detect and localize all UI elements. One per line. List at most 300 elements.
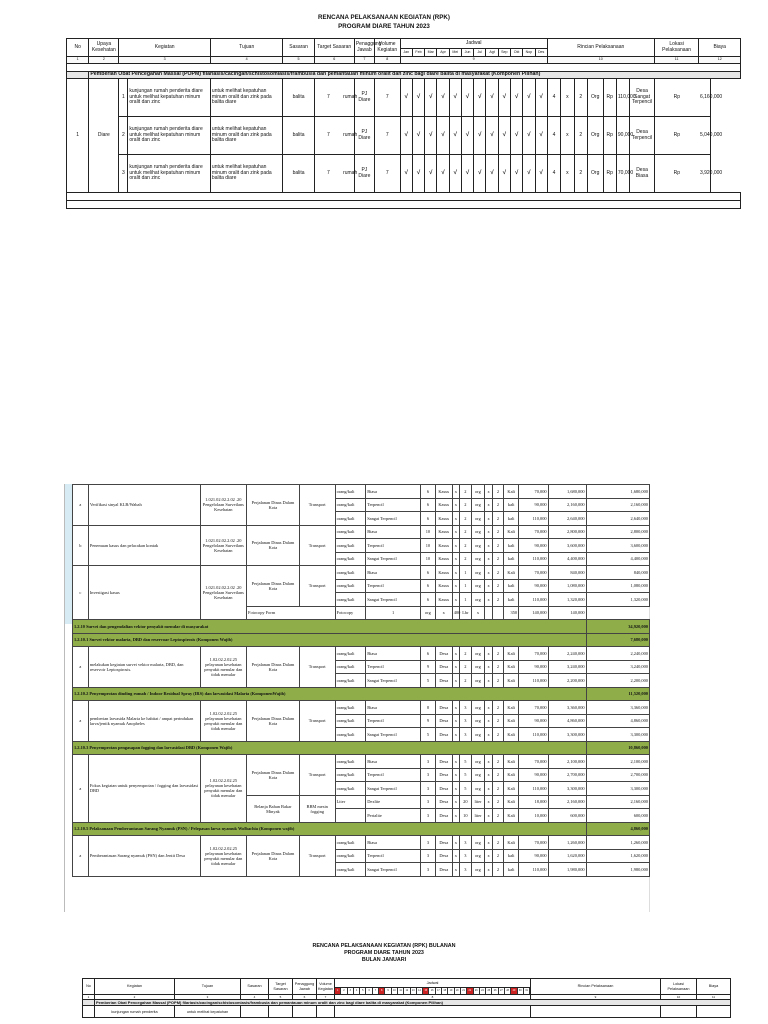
item-name: Penemuan kasus dan pelacakan kontak [88,525,200,566]
line-u2: org [471,768,485,782]
line-v2: 1 [460,579,472,593]
line-category: Sangat Terpencil [366,674,421,688]
line-x2: x [485,579,492,593]
line-unit: orang/kali [335,539,366,553]
day-cell: 30 [518,988,524,994]
line-v1: 3 [421,809,436,823]
line-x2: x [485,485,492,499]
row-rincian-x: x [561,79,574,117]
line-x2: x [485,755,492,769]
col-num: 8 [335,995,531,1000]
line-v2: 2 [460,660,472,674]
line-category: Terpencil [366,714,421,728]
line-x: x [435,606,452,620]
col-num: 5 [283,57,314,64]
line-total: 3,600,000 [586,539,649,553]
line-total: 600,000 [586,809,649,823]
belanja-type: Perjalanan Dinas Dalam Kota [247,485,300,526]
month-feb: Feb [412,49,424,57]
day-cell: 21 [461,988,467,994]
line-rate: 110,000 [519,728,549,742]
group-label: 1.2.10.5 Pelaksanaan Pemberantasan Sarang Nyamuk (PSN) / Pelepasan larva nyamuk Wolbachia (Komponen wajib) [73,822,587,836]
row-rincian-qty: 4 [547,117,560,155]
budget-line-row [73,647,650,661]
line-v3: 2 [492,566,504,580]
line-total: 140,000 [548,606,586,620]
row-unit: rumah [342,155,354,193]
line-v2: 3 [460,728,472,742]
line-unit [335,809,366,823]
line-x: x [452,539,459,553]
line-rate: 18,000 [519,795,549,809]
header-tujuan: Tujuan [175,979,241,995]
line-x2: x [485,498,492,512]
item-name: Verifikasi sinyal KLB/Wabah [88,485,200,526]
line-subtotal: 600,000 [548,809,586,823]
belanja-sub: Transport [299,701,335,742]
row-rincian-x: x [561,117,574,155]
line-subtotal: 1,320,000 [548,593,586,607]
line-subtotal: 3,300,000 [548,782,586,796]
line-x2: x [471,606,485,620]
line-x: x [452,755,459,769]
schedule-check: √ [523,155,535,193]
line-x: x [452,714,459,728]
schedule-check: √ [486,117,498,155]
header-jadwal: Jadwal [400,39,547,49]
header-kegiatan: Kegiatan [119,39,210,57]
col-num: 5 [269,995,293,1000]
rpk-annual-section [0,0,768,222]
month-jul: Jul [474,49,486,57]
line-total: 1,620,000 [586,849,649,863]
line-u1: Kasus [435,552,452,566]
col-num: 1 [67,57,89,64]
line-v2: 2 [460,674,472,688]
line-category: Dexlite [366,795,421,809]
line-rate: 90,000 [519,539,549,553]
day-strip [335,988,530,994]
line-v1: 3 [421,836,436,850]
line-u3: kali [504,579,519,593]
vector-budget-section [64,484,650,912]
line-v1: 5 [421,728,436,742]
belanja-sub: BBM mesin fogging [299,795,335,822]
row-rincian-rp: Rp [603,155,616,193]
row-target: 7 [314,155,342,193]
day-cell: 12 [404,988,410,994]
line-u2: org [471,782,485,796]
month-sep: Sep [498,49,510,57]
header-lokasi: Lokasi Pelaksanaan [661,979,697,995]
line-unit: orang/kali [335,714,366,728]
group-label: 1.2.10 Survei dan pengendalian vektor penyakit menular di masyarakat [73,620,587,634]
schedule-check: √ [474,155,486,193]
line-v3: 2 [492,863,504,877]
item-letter: b [73,525,89,566]
line-total: 2,240,000 [586,647,649,661]
line-total: 2,800,000 [586,525,649,539]
header-row [67,39,741,49]
row-rincian-rate: 70,000 [616,155,629,193]
blank-cell [67,193,741,201]
line-u1: Desa [435,755,452,769]
line-u3: Kali [504,674,519,688]
col-num: 1 [83,995,95,1000]
line-total: 3,300,000 [586,728,649,742]
line-rate: 90,000 [519,714,549,728]
line-u3: Kali [504,755,519,769]
belanja-type: Perjalanan Dinas Dalam Kota [247,836,300,877]
header-tujuan: Tujuan [210,39,283,57]
col-num: 11 [697,995,731,1000]
line-x2: x [485,674,492,688]
line-total: 1,320,000 [586,593,649,607]
line-x: x [452,660,459,674]
line-v2: 3 [460,836,472,850]
line-v3: 2 [492,755,504,769]
line-category: Terpencil [366,579,421,593]
day-cell: 20 [455,988,461,994]
group-no: 1 [67,79,89,193]
line-u1: Kasus [435,525,452,539]
item-letter: a [73,755,89,823]
line-x: x [452,728,459,742]
line-v3: 2 [492,714,504,728]
day-cell: 14 [417,988,423,994]
line-u2: org [471,498,485,512]
line-subtotal: 2,100,000 [548,755,586,769]
line-u2: org [471,579,485,593]
line-category: Sangat Terpencil [366,863,421,877]
line-subtotal: 2,800,000 [548,525,586,539]
line-v3: 2 [492,728,504,742]
line-category: Sangat Terpencil [366,512,421,526]
line-subtotal: 2,700,000 [548,768,586,782]
line-v1: 6 [421,593,436,607]
line-x: x [452,552,459,566]
line-unit: orang/kali [335,566,366,580]
schedule-check: √ [498,79,510,117]
row-sasaran: balita [283,155,314,193]
line-unit: orang/kali [335,755,366,769]
line-v3: 2 [492,647,504,661]
line-u3: Kali [504,714,519,728]
row-volume: 7 [374,79,400,117]
line-v1: 3 [421,863,436,877]
line-x2: x [485,795,492,809]
schedule-check: √ [412,155,424,193]
line-x: x [452,579,459,593]
line-subtotal: 2,160,000 [548,498,586,512]
day-cell: 25 [486,988,492,994]
header-kegiatan: Kegiatan [95,979,175,995]
line-subtotal: 2,240,000 [548,647,586,661]
day-cell: 7 [373,988,379,994]
group-total: 7,680,000 [586,633,649,647]
line-v2: 400 [452,606,459,620]
line-rate: 90,000 [519,849,549,863]
line-v1: 3 [421,782,436,796]
line-x2: x [485,728,492,742]
schedule-check: √ [523,117,535,155]
schedule-check: √ [412,117,424,155]
line-v1: 3 [421,768,436,782]
header-lokasi: Lokasi Pelaksanaan [654,39,699,57]
row-rincian-qty: 4 [547,79,560,117]
line-total: 2,640,000 [586,512,649,526]
line-x: x [452,701,459,715]
line-total: 2,200,000 [586,674,649,688]
activity-row [67,155,741,193]
line-total: 4,400,000 [586,552,649,566]
line-x2: x [485,593,492,607]
line-u2: org [471,512,485,526]
line-category: Terpencil [366,849,421,863]
col-num: 9 [400,57,547,64]
line-category: Biasa [366,836,421,850]
line-category: Biasa [366,701,421,715]
line-subtotal: 1,980,000 [548,863,586,877]
line-total: 2,100,000 [586,755,649,769]
left-blue-band [65,484,72,624]
group-label: 1.2.10.3 Penyemprotan pengasapan fogging dan larvasidasi DBD (Komponen Wajib) [73,741,587,755]
line-rate: 90,000 [519,660,549,674]
month-jun: Jun [461,49,473,57]
day-cell: 11 [398,988,404,994]
row-lokasi: Desa Sangat Terpencil [630,79,655,117]
line-v1: 8 [421,701,436,715]
line-v2: 2 [460,539,472,553]
line-v3: 2 [492,552,504,566]
line-total: 3,240,000 [586,660,649,674]
line-subtotal: 140,000 [519,606,549,620]
row-kegiatan: kunjungan rumah penderita diare untuk melihat kepatuhan minum oralit dan zinc [128,117,211,155]
line-x: x [452,593,459,607]
day-cell: 31 [524,988,530,994]
line-unit: orang/kali [335,782,366,796]
group-total: 4,860,000 [586,822,649,836]
row-rincian-unit: Org [587,117,603,155]
line-u3: Kali [504,485,519,499]
line-v3: 2 [492,795,504,809]
line-total: 4,860,000 [586,714,649,728]
line-x: x [452,485,459,499]
line-u3: Kali [504,525,519,539]
budget-line-row [73,485,650,499]
line-empty [485,606,492,620]
monthly-table [82,978,731,1018]
line-category: Terpencil [366,768,421,782]
line-u3: kali [504,863,519,877]
row-lokasi: Desa Terpencil [630,117,655,155]
header-sasaran: Sasaran [241,979,269,995]
header-upaya: Upaya Kesehatan [89,39,119,57]
line-u2: org [471,674,485,688]
line-v2: 3 [460,849,472,863]
group-total: 11,520,000 [586,687,649,701]
line-unit: orang/kali [335,485,366,499]
group-header-row [73,620,650,634]
line-total: 1,680,000 [586,485,649,499]
line-u3: Kali [504,566,519,580]
belanja-sub: Transport [299,755,335,796]
schedule-check: √ [498,155,510,193]
line-category: Sangat Terpencil [366,782,421,796]
row-biaya: 3,920,000 [699,155,710,193]
line-v2: 5 [460,782,472,796]
line-subtotal: 4,860,000 [548,714,586,728]
budget-code: 1.021.02.02.2.02 .20 Pengelolaan Surveilans Kesehatan [200,485,246,526]
section-label: Pemberian Obat Pencegahan Massal (POPM) filariasis/cacingan/schistosomiasis/frambusia dan pemantauan minum oralit dan zinc bagi diare balita di masyarakat (Komponen Pilihan) [95,1000,731,1006]
line-u1: Desa [435,728,452,742]
line-x: x [452,674,459,688]
line-subtotal: 1,620,000 [548,849,586,863]
day-cell: 16 [429,988,435,994]
line-v2: 10 [460,809,472,823]
line-unit: orang/kali [335,660,366,674]
line-rate: 90,000 [519,768,549,782]
line-x2: x [485,849,492,863]
item-name: Pemberantasan Sarang nyamuk (PSN) dan Jentit Desa [88,836,200,877]
col-num: 10 [661,995,697,1000]
row-biaya-rp: Rp [654,79,699,117]
budget-code: 1.02.02.2.02.25 pelayanan kesehatan penyakit menular dan tidak menular [200,647,246,688]
schedule-check: √ [510,79,522,117]
line-x2: x [485,539,492,553]
header-no: No [67,39,89,57]
group-header-row [73,822,650,836]
col-num: 6 [293,995,317,1000]
schedule-check: √ [425,117,437,155]
line-v2: 3 [460,863,472,877]
rpk-monthly-section [0,940,768,1024]
line-v2: 2 [460,498,472,512]
line-subtotal: 1,260,000 [548,836,586,850]
row-tujuan: untuk melihat kepatuhan [175,1006,241,1018]
line-u1: Desa [435,660,452,674]
line-v2: 5 [460,768,472,782]
line-u1: Kasus [435,485,452,499]
item-name: Fokus kegiatan untuk penyemprotan / fogging dan larvasidasi DBD [88,755,200,823]
line-unit: orang/kali [335,849,366,863]
line-v1: 5 [421,674,436,688]
line-x2: x [485,552,492,566]
line-u1: Desa [435,809,452,823]
line-u1: Desa [435,701,452,715]
row-tujuan: untuk melihat kepatuhan minum oralit dan zink pada balita diare [210,155,283,193]
day-cell: 2 [341,988,347,994]
monthly-title: RENCANA PELAKSANAAN KEGIATAN (RPK) BULANAN [312,943,456,949]
row-cell [241,1006,269,1018]
row-cell [661,1006,697,1018]
line-rate: 90,000 [519,579,549,593]
line-rate: 110,000 [519,863,549,877]
line-u2: org [471,552,485,566]
col-num: 4 [210,57,283,64]
line-u3: kali [504,552,519,566]
line-total: 840,000 [586,566,649,580]
row-rincian-unit: Org [587,79,603,117]
line-u2: org [471,849,485,863]
line-v1: 6 [421,485,436,499]
row-cell [293,1006,317,1018]
line-unit: orang/kali [335,525,366,539]
line-rate: 70,000 [519,755,549,769]
month-jan: Jan [400,49,412,57]
header-penanggung-jawab: Penaggung Jawab [354,39,374,57]
month-agt: Agt [486,49,498,57]
budget-line-row [73,836,650,850]
schedule-check: √ [486,155,498,193]
line-x: x [452,525,459,539]
line-x2: x [485,525,492,539]
header-penanggung-jawab: Penaggung Jawab [293,979,317,995]
line-rate: 110,000 [519,674,549,688]
line-v3: 2 [492,485,504,499]
rpk-table [66,38,741,209]
line-u3: kali [504,849,519,863]
line-rate: 70,000 [519,485,549,499]
line-empty [492,606,504,620]
line-category: Biasa [366,485,421,499]
line-u2: org [471,525,485,539]
line-u2: org [471,660,485,674]
row-kegiatan: kunjungan rumah penderita diare untuk melihat kepatuhan minum oralit dan zinc [128,155,211,193]
row-kegiatan: kunjungan rumah penderita diare untuk melihat kepatuhan minum oralit dan zinc [128,79,211,117]
line-x2: x [485,647,492,661]
belanja-type: Perjalanan Dinas Dalam Kota [247,647,300,688]
line-total: 3,300,000 [586,782,649,796]
day-cell: 24 [480,988,486,994]
header-rincian: Rincian Pelaksanaan [531,979,661,995]
line-u1: Kasus [435,579,452,593]
line-rate: 110,000 [519,552,549,566]
schedule-check: √ [461,117,473,155]
day-cell: 13 [411,988,417,994]
line-u1: Desa [435,674,452,688]
month-mar: Mar [425,49,437,57]
line-x: x [452,836,459,850]
budget-line-row [73,525,650,539]
day-cell: 5 [360,988,366,994]
group-total: 34,920,000 [586,620,649,634]
row-volume: 7 [374,155,400,193]
line-v1: 9 [421,660,436,674]
line-v3: 2 [492,660,504,674]
line-rate: 110,000 [519,782,549,796]
day-grid [335,988,531,995]
line-u3: Kali [504,782,519,796]
rpk-title: RENCANA PELAKSANAAN KEGIATAN (RPK) [318,14,450,21]
line-v1: 10 [421,525,436,539]
line-v3: 2 [492,768,504,782]
line-u3: kali [504,498,519,512]
col-num: 4 [241,995,269,1000]
line-unit: orang/kali [335,728,366,742]
line-u1: Kasus [435,539,452,553]
line-u3: Kali [504,795,519,809]
row-index [83,1006,95,1018]
day-cell: 10 [392,988,398,994]
section-spacer [67,72,89,79]
line-u2: org [471,566,485,580]
line-rate: 110,000 [519,512,549,526]
row-biaya: 6,160,000 [699,79,710,117]
line-u3: Kali [504,701,519,715]
line-u3: Kali [504,647,519,661]
group-upaya: Diare [89,79,119,193]
